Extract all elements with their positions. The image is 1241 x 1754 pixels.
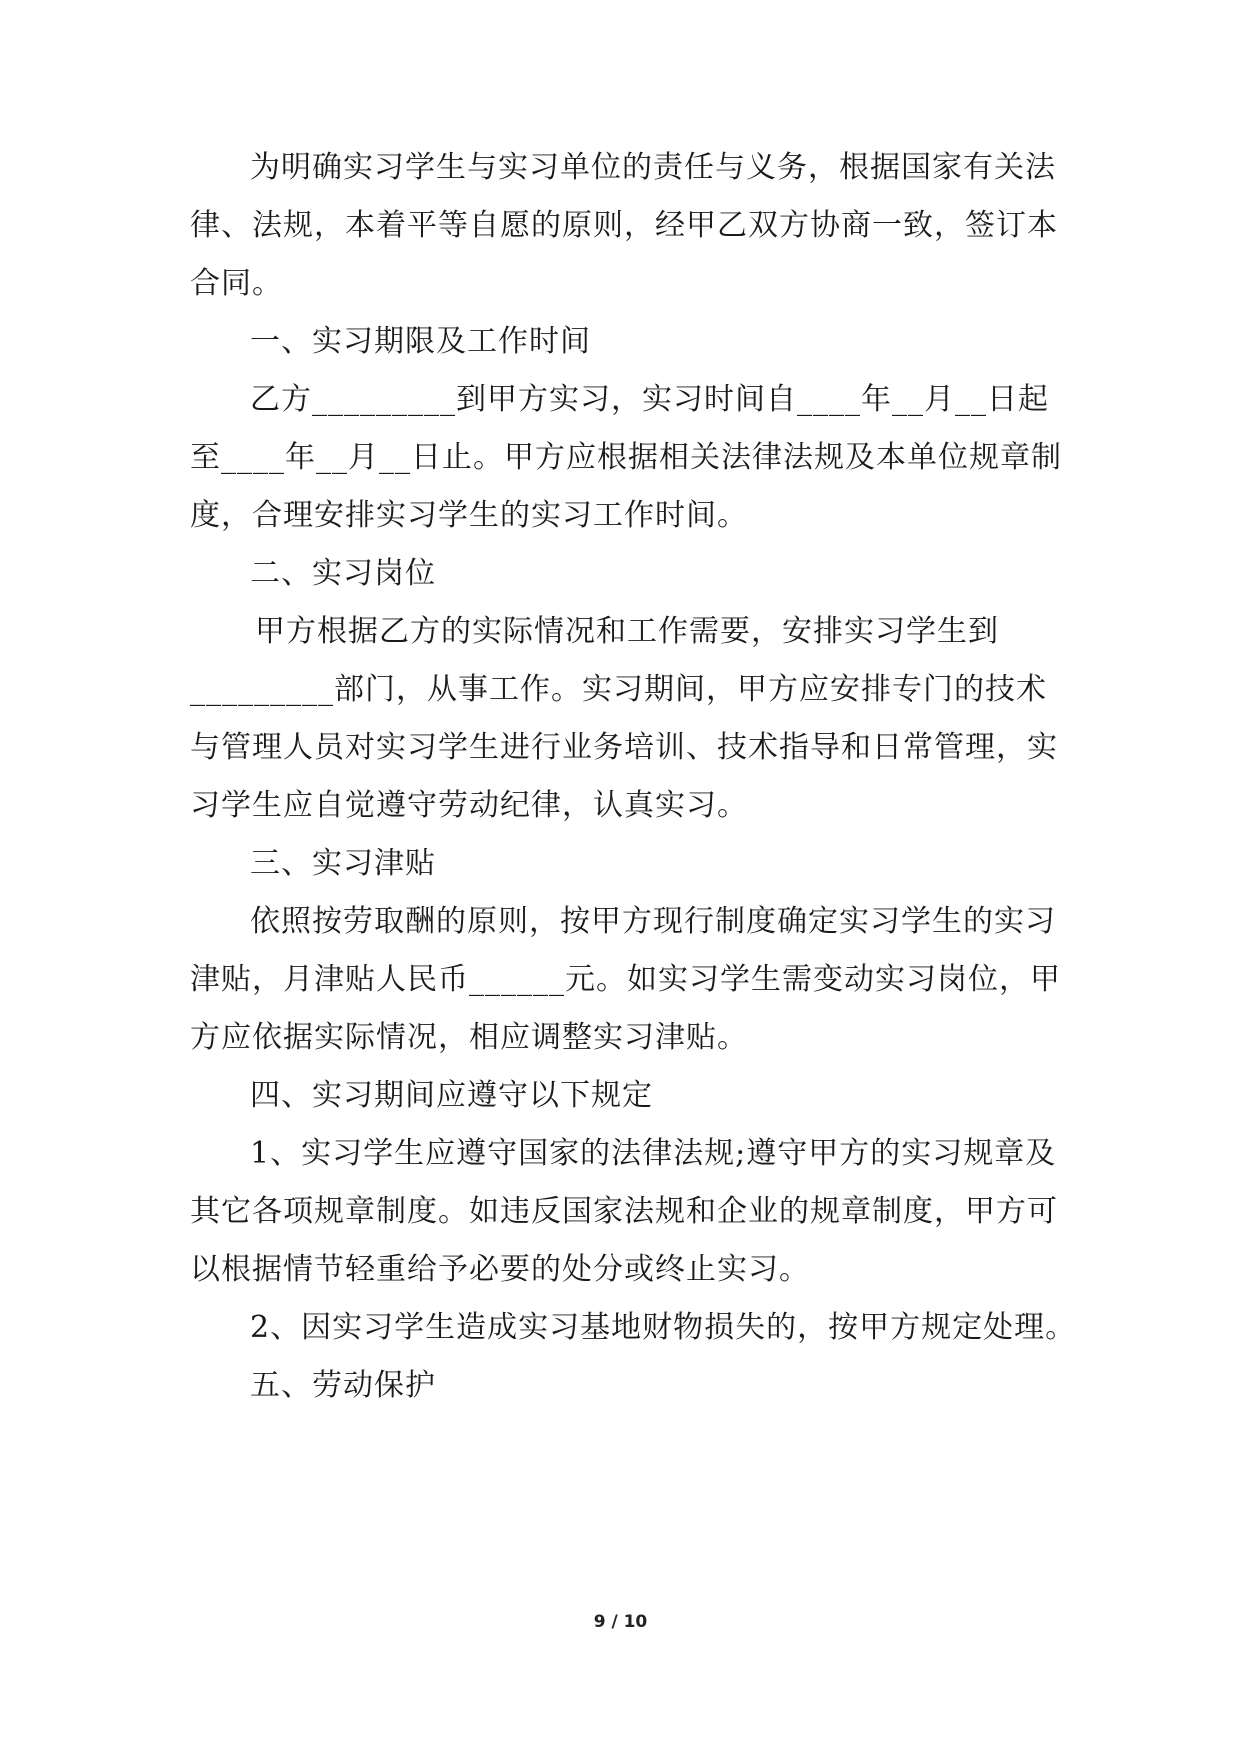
section-3-line-3: 方应依据实际情况，相应调整实习津贴。 [190,1020,748,1055]
section-2-line-4: 习学生应自觉遵守劳动纪律，认真实习。 [190,788,748,823]
section-1-line-3: 度，合理安排实习学生的实习工作时间。 [190,498,748,533]
section-1-line-2: 至____年__月__日止。甲方应根据相关法律法规及本单位规章制 [190,440,1062,475]
section-4-item-1-line-3: 以根据情节轻重给予必要的处分或终止实习。 [190,1252,810,1287]
paragraph-intro-line-2: 律、法规，本着平等自愿的原则，经甲乙双方协商一致，签订本 [190,208,1058,243]
paragraph-intro-line-3: 合同。 [190,266,283,301]
section-heading-5: 五、劳动保护 [250,1368,436,1403]
section-1-line-1: 乙方_________到甲方实习，实习时间自____年__月__日起 [250,382,1049,417]
paragraph-intro-line-1: 为明确实习学生与实习单位的责任与义务，根据国家有关法 [250,150,1056,185]
section-4-item-2: 2、因实习学生造成实习基地财物损失的，按甲方规定处理。 [250,1310,1077,1345]
section-heading-4: 四、实习期间应遵守以下规定 [250,1078,653,1113]
section-2-line-1: 甲方根据乙方的实际情况和工作需要，安排实习学生到 [255,614,999,649]
section-4-item-1-line-1: 1、实习学生应遵守国家的法律法规;遵守甲方的实习规章及 [250,1136,1057,1171]
page-number: 9 / 10 [593,1612,648,1632]
section-2-line-3: 与管理人员对实习学生进行业务培训、技术指导和日常管理，实 [190,730,1058,765]
section-heading-1: 一、实习期限及工作时间 [250,324,591,359]
section-heading-2: 二、实习岗位 [250,556,436,591]
section-heading-3: 三、实习津贴 [250,846,436,881]
section-2-line-2: _________部门，从事工作。实习期间，甲方应安排专门的技术 [190,672,1047,707]
section-3-line-1: 依照按劳取酬的原则，按甲方现行制度确定实习学生的实习 [250,904,1056,939]
section-4-item-1-line-2: 其它各项规章制度。如违反国家法规和企业的规章制度，甲方可 [190,1194,1058,1229]
section-3-line-2: 津贴，月津贴人民币______元。如实习学生需变动实习岗位，甲 [190,962,1061,997]
